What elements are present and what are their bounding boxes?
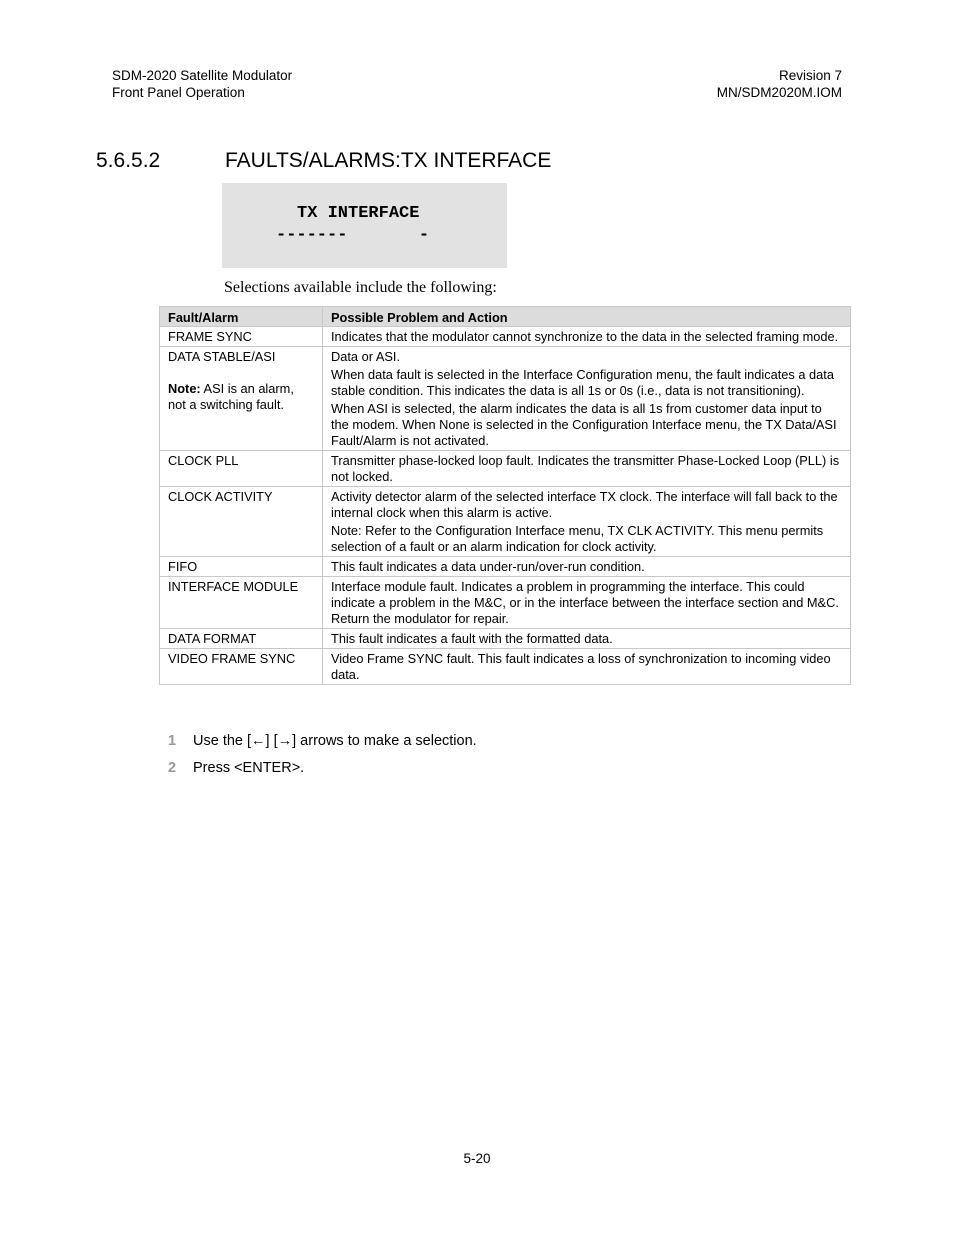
description-paragraph: Activity detector alarm of the selected interface TX clock. The interface will fall back to the internal clock when this alarm is active. — [331, 489, 838, 520]
step-text: Use the [←] [→] arrows to make a selection. — [193, 733, 477, 749]
table-row — [160, 327, 851, 347]
display-line-1: TX INTERFACE — [297, 204, 420, 223]
table-header-row — [160, 307, 851, 327]
table-row — [160, 487, 851, 557]
fault-note — [168, 381, 314, 413]
fault-description — [323, 649, 851, 685]
description-paragraph: Interface module fault. Indicates a problem in programming the interface. This could indicate a problem in the M&C, or in the interface between the interface section and M&C. Return the modulator for repair. — [331, 579, 839, 626]
fault-description — [323, 451, 851, 487]
fault-name: DATA STABLE/ASI — [168, 349, 276, 364]
description-paragraph: Video Frame SYNC fault. This fault indicates a loss of synchronization to incoming video data. — [331, 651, 831, 682]
page-number: 5-20 — [463, 1151, 491, 1166]
step-number: 1 — [168, 733, 177, 749]
fault-name: FRAME SYNC — [160, 327, 323, 347]
header-product: SDM-2020 Satellite Modulator — [112, 68, 293, 83]
description-paragraph: Note: Refer to the Configuration Interface menu, TX CLK ACTIVITY. This menu permits selection of a fault or an alarm indication for clock activity. — [331, 523, 824, 554]
fault-description — [323, 629, 851, 649]
fault-description — [323, 487, 851, 557]
table-row — [160, 347, 851, 451]
section-number: 5.6.5.2 — [96, 149, 161, 172]
header-chapter: Front Panel Operation — [112, 85, 245, 100]
intro-text: Selections available include the following: — [224, 279, 497, 296]
description-paragraph: Transmitter phase-locked loop fault. Indicates the transmitter Phase-Locked Loop (PLL) is not locked. — [331, 453, 840, 484]
description-paragraph: When data fault is selected in the Interface Configuration menu, the fault indicates a data stable condition. This indicates the data is all 1s or 0s (i.e., data is not transitioning). — [331, 367, 834, 398]
header-revision: Revision 7 — [778, 68, 842, 83]
procedure-steps — [168, 733, 477, 787]
note-label: Note: — [168, 381, 201, 396]
header-left — [112, 67, 292, 101]
header-doc-id: MN/SDM2020M.IOM — [716, 85, 842, 100]
fault-description — [323, 327, 851, 347]
table-row — [160, 629, 851, 649]
fault-name: FIFO — [160, 557, 323, 577]
description-paragraph: Data or ASI. — [331, 349, 400, 364]
step-number: 2 — [168, 760, 177, 776]
step-item — [168, 733, 477, 760]
header-right — [717, 67, 842, 101]
description-paragraph: Indicates that the modulator cannot synchronize to the data in the selected framing mode. — [331, 329, 839, 344]
description-paragraph: This fault indicates a data under-run/over-run condition. — [331, 559, 645, 574]
fault-name: INTERFACE MODULE — [160, 577, 323, 629]
section-title: FAULTS/ALARMS:TX INTERFACE — [225, 149, 552, 172]
table-row — [160, 557, 851, 577]
display-line-2: ------- - — [276, 226, 430, 245]
note-text: ASI is an alarm, not a switching fault. — [168, 381, 294, 412]
column-header-fault: Fault/Alarm — [160, 307, 323, 327]
description-paragraph: When ASI is selected, the alarm indicates the data is all 1s from customer data input to the modem. When None is selected in the Configuration Interface menu, the TX Data/ASI Fault/Alarm is not activated. — [331, 401, 837, 448]
fault-name: CLOCK ACTIVITY — [160, 487, 323, 557]
fault-description — [323, 577, 851, 629]
front-panel-display — [222, 183, 507, 268]
table-row — [160, 451, 851, 487]
fault-name: VIDEO FRAME SYNC — [160, 649, 323, 685]
column-header-action: Possible Problem and Action — [323, 307, 851, 327]
step-item — [168, 760, 477, 787]
fault-name-cell — [160, 347, 323, 451]
fault-name: DATA FORMAT — [160, 629, 323, 649]
description-paragraph: This fault indicates a fault with the formatted data. — [331, 631, 613, 646]
faults-table — [159, 306, 851, 685]
fault-name: CLOCK PLL — [160, 451, 323, 487]
fault-description — [323, 557, 851, 577]
step-text: Press <ENTER>. — [193, 760, 305, 776]
table-row — [160, 577, 851, 629]
fault-description — [323, 347, 851, 451]
table-row — [160, 649, 851, 685]
section-heading — [96, 148, 551, 174]
